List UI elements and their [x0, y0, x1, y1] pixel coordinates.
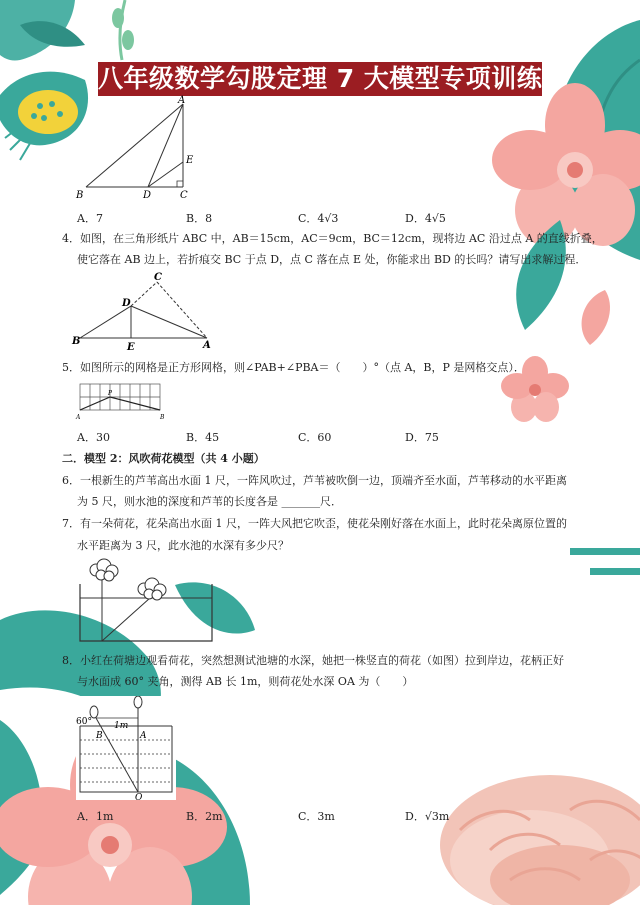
q3-label-d: D	[143, 190, 152, 201]
q6-text-line-1: 6．一根新生的芦苇高出水面 1 尺，一阵风吹过，芦苇被吹倒一边，顶端齐至水面，芦苇移动的水平距离	[62, 474, 567, 487]
q4-fold-figure	[70, 270, 220, 352]
q8-label-angle: 60°	[76, 717, 92, 727]
q8-text-line-1: 8．小红在荷塘边观看荷花，突然想测试池塘的水深，她把一株竖直的荷花（如图）拉到岸边，花柄正好	[62, 654, 564, 667]
q4-text-line-2: 使它落在 AB 边上，若折痕交 BC 于点 D，点 C 落在点 E 处，你能求出 BD 的长吗？请写出求解过程．	[77, 253, 587, 266]
q8-lotus-figure	[76, 696, 176, 800]
q3-choice-d[interactable]: D．4√5	[405, 212, 446, 225]
section-2-heading: 二．模型 2：风吹荷花模型（共 4 小题）	[62, 452, 265, 465]
q4-text-line-1: 4．如图，在三角形纸片 ABC 中，AB＝15cm，AC＝9cm，BC＝12cm，现将边 AC 沿过点 A 的直线折叠，	[62, 232, 603, 245]
q8-label-length: 1m	[114, 721, 129, 731]
q5-choice-c[interactable]: C．60	[298, 431, 332, 444]
q3-choice-a[interactable]: A．7	[77, 212, 103, 225]
q4-label-b: B	[72, 336, 81, 347]
page-title: 八年级数学勾股定理 7 大模型专项训练	[98, 62, 542, 96]
q5-choice-a[interactable]: A．30	[77, 431, 110, 444]
q6-text-line-2: 为 5 尺，则水池的深度和芦苇的长度各是 _______尺．	[77, 495, 342, 508]
q3-label-a: A	[178, 95, 186, 106]
q8-label-a: A	[140, 731, 147, 741]
q7-lotus-figure	[70, 556, 220, 648]
q4-label-d: D	[122, 298, 131, 309]
q4-label-a: A	[203, 340, 211, 351]
q3-label-b: B	[76, 190, 84, 201]
q8-choice-a[interactable]: A．1m	[77, 810, 114, 823]
q7-text-line-1: 7．有一朵荷花，花朵高出水面 1 尺，一阵大风把它吹歪，使花朵刚好落在水面上，此时花朵离原位置的	[62, 517, 567, 530]
q5-label-b: B	[160, 414, 165, 421]
q8-label-o: O	[135, 793, 143, 800]
q3-label-e: E	[186, 155, 194, 166]
q5-choice-d[interactable]: D．75	[405, 431, 439, 444]
q5-choice-b[interactable]: B．45	[186, 431, 220, 444]
q4-label-e: E	[127, 342, 135, 352]
q5-label-p: P	[108, 390, 113, 397]
q5-text: 5．如图所示的网格是正方形网格，则∠PAB+∠PBA＝（ ）°（点 A，B，P 是网格交点）．	[62, 361, 525, 374]
q5-grid-figure	[72, 378, 172, 422]
q4-label-c: C	[154, 272, 162, 283]
q3-triangle-figure	[70, 94, 210, 202]
q3-choice-c[interactable]: C．4√3	[298, 212, 339, 225]
q8-text-line-2: 与水面成 60° 夹角，测得 AB 长 1m，则荷花处水深 OA 为（ ）	[77, 675, 414, 688]
q8-choice-c[interactable]: C．3m	[298, 810, 335, 823]
q8-choice-b[interactable]: B．2m	[186, 810, 223, 823]
q8-choice-d[interactable]: D．√3m	[405, 810, 450, 823]
q3-label-c: C	[180, 190, 188, 201]
q8-label-b: B	[96, 731, 103, 741]
q5-label-a: A	[76, 414, 81, 421]
q7-text-line-2: 水平距离为 3 尺，此水池的水深有多少尺？	[77, 539, 289, 552]
q3-choice-b[interactable]: B．8	[186, 212, 213, 225]
